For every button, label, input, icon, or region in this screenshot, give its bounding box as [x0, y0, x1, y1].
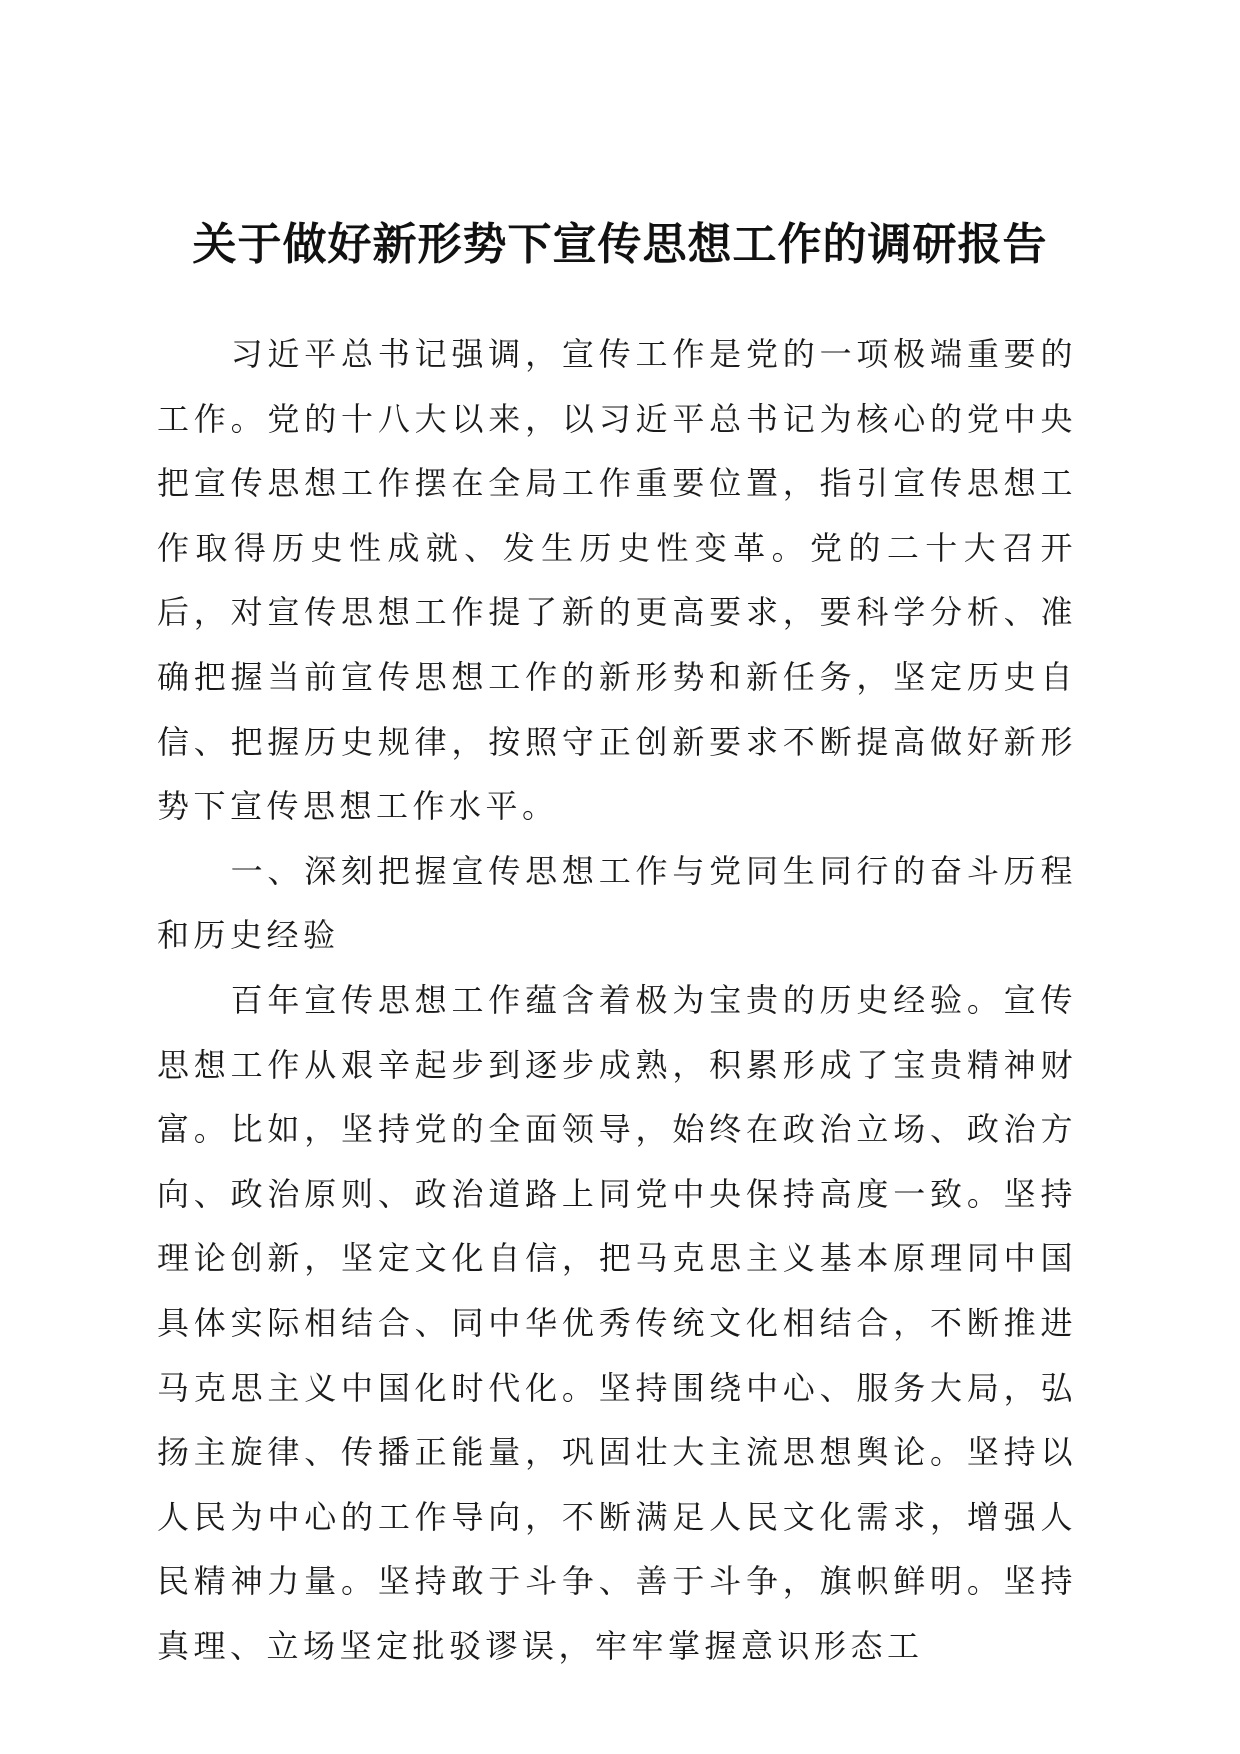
paragraph-history: 百年宣传思想工作蕴含着极为宝贵的历史经验。宣传思想工作从艰辛起步到逐步成熟，积累形成了宝贵精神财富。比如，坚持党的全面领导，始终在政治立场、政治方向、政治原则、政治道路上同党中央保持高度一致。坚持理论创新，坚定文化自信，把马克思主义基本原理同中国具体实际相结合、同中华优秀传统文化相结合，不断推进马克思主义中国化时代化。坚持围绕中心、服务大局，弘扬主旋律、传播正能量，巩固壮大主流思想舆论。坚持以人民为中心的工作导向，不断满足人民文化需求，增强人民精神力量。坚持敢于斗争、善于斗争，旗帜鲜明。坚持真理、立场坚定批驳谬误，牢牢掌握意识形态工 [157, 980, 1077, 1665]
paragraph-intro: 习近平总书记强调，宣传工作是党的一项极端重要的工作。党的十八大以来，以习近平总书记为核心的党中央把宣传思想工作摆在全局工作重要位置，指引宣传思想工作取得历史性成就、发生历史性变革。党的二十大召开后，对宣传思想工作提了新的更高要求，要科学分析、准确把握当前宣传思想工作的新形势和新任务，坚定历史自信、把握历史规律，按照守正创新要求不断提高做好新形势下宣传思想工作水平。 [157, 335, 1077, 826]
document-title: 关于做好新形势下宣传思想工作的调研报告 [192, 219, 1048, 270]
section-heading-1: 一、深刻把握宣传思想工作与党同生同行的奋斗历程和历史经验 [157, 851, 1077, 955]
document-body [157, 322, 1077, 1678]
